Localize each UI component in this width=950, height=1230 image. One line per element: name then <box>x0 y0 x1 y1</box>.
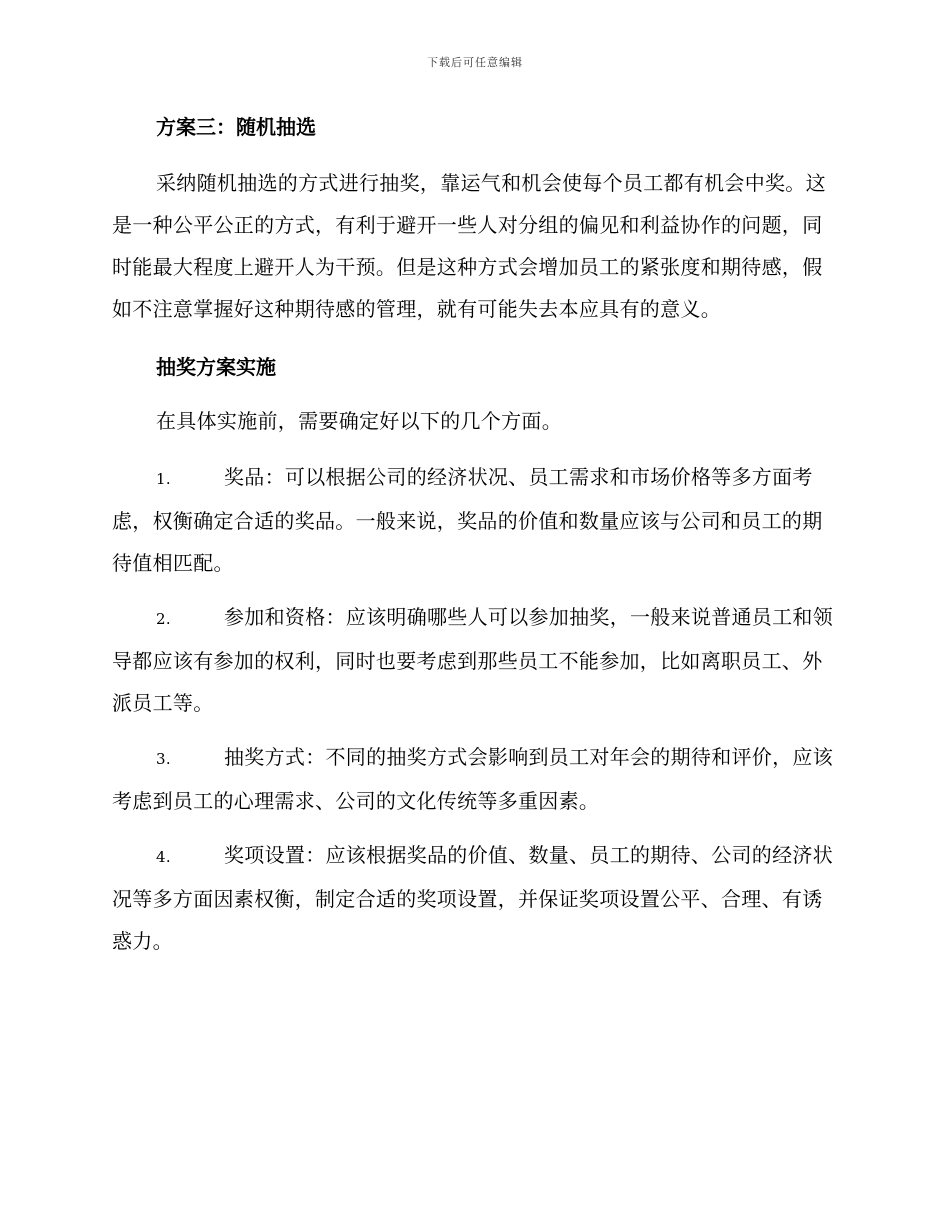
list-number: 2. <box>156 610 171 628</box>
list-number: 4. <box>156 848 171 866</box>
list-item-award-setup <box>112 834 834 962</box>
list-item-prizes <box>112 456 834 584</box>
document-body <box>112 112 834 974</box>
page-header-note: 下载后可任意编辑 <box>427 56 523 69</box>
list-text: 奖项设置：应该根据奖品的价值、数量、员工的期待、公司的经济状况等多方面因素权衡，制定合适的奖项设置，并保证奖项设置公平、合理、有诱惑力。 <box>112 843 833 953</box>
list-item-draw-method <box>112 736 834 822</box>
section-heading-scheme-three: 方案三：随机抽选 <box>156 115 316 139</box>
list-text: 抽奖方式：不同的抽奖方式会影响到员工对年会的期待和评价，应该考虑到员工的心理需求、公司的文化传统等多重因素。 <box>112 745 833 813</box>
list-text: 奖品：可以根据公司的经济状况、员工需求和市场价格等多方面考虑，权衡确定合适的奖品。一般来说，奖品的价值和数量应该与公司和员工的期待值相匹配。 <box>112 465 823 575</box>
section-heading-implementation: 抽奖方案实施 <box>156 355 276 379</box>
list-number: 3. <box>156 750 171 768</box>
list-item-eligibility <box>112 596 834 724</box>
section-paragraph-scheme-three: 采纳随机抽选的方式进行抽奖，靠运气和机会使每个员工都有机会中奖。这是一种公平公正的方式，有利于避开一些人对分组的偏见和利益协作的问题，同时能最大程度上避开人为干预。但是这种方式会增加员工的紧张度和期待感，假如不注意掌握好这种期待感的管理，就有可能失去本应具有的意义。 <box>112 171 826 321</box>
list-number: 1. <box>156 470 171 488</box>
list-text: 参加和资格：应该明确哪些人可以参加抽奖，一般来说普通员工和领导都应该有参加的权利，同时也要考虑到那些员工不能参加，比如离职员工、外派员工等。 <box>112 605 833 715</box>
implementation-intro: 在具体实施前，需要确定好以下的几个方面。 <box>156 409 562 433</box>
